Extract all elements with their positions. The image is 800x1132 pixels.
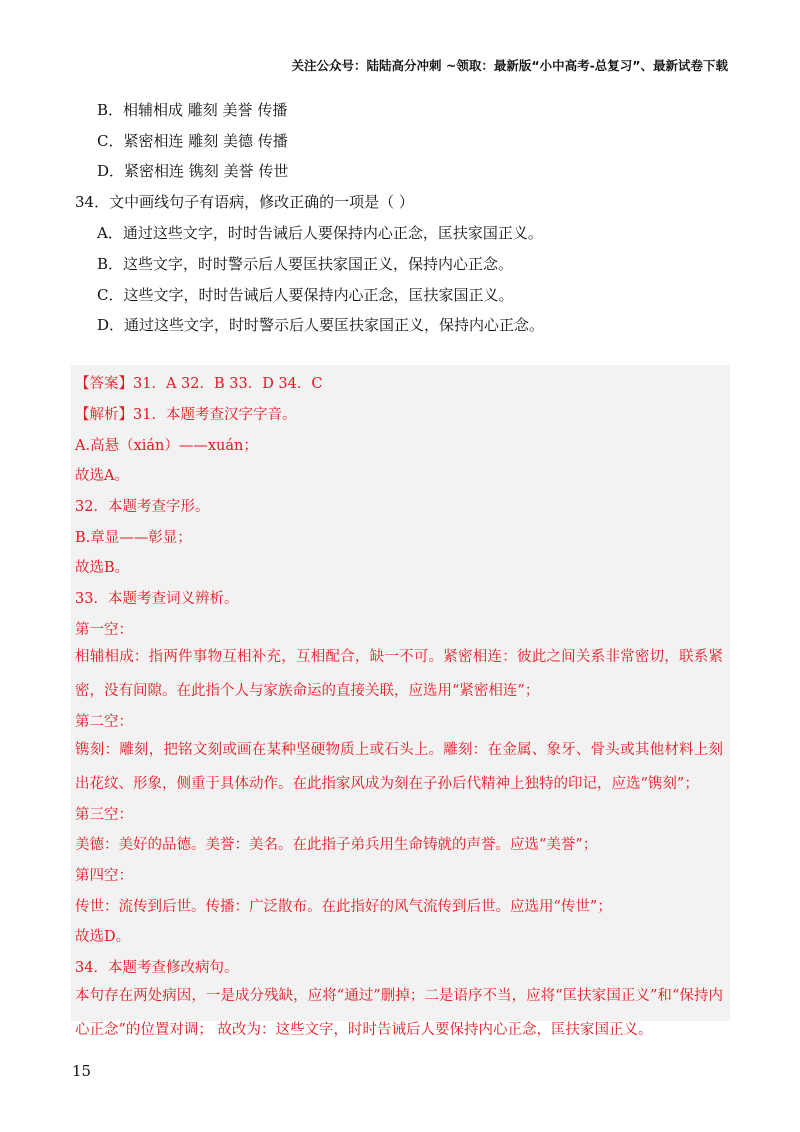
analysis-33-blank1-label: 第一空： <box>75 622 133 638</box>
q34-stem: 34．文中画线句子有语病，修改正确的一项是（ ） <box>75 193 414 211</box>
analysis-31-detail: A.高悬（xián）——xuán； <box>75 438 258 454</box>
answer-line: 【答案】31．A 32．B 33．D 34．C <box>75 376 323 392</box>
analysis-32-detail: B.章显——彰显； <box>75 530 192 546</box>
analysis-32-choice: 故选B。 <box>75 560 130 576</box>
analysis-33-blank3-label: 第三空： <box>75 807 133 823</box>
analysis-32-title: 32．本题考查字形。 <box>75 499 210 515</box>
q34-option-c: C．这些文字，时时告诫后人要保持内心正念，匡扶家国正义。 <box>97 286 514 304</box>
page-header: 关注公众号：陆陆高分冲刺 ~领取：最新版“小中高考-总复习”、最新试卷下载 <box>291 58 728 73</box>
q34-option-b: B．这些文字，时时警示后人要匡扶家国正义，保持内心正念。 <box>97 255 514 273</box>
analysis-33-blank3-text: 美德：美好的品德。美誉：美名。在此指子弟兵用生命铸就的声誉。应选“美誉”； <box>75 837 598 853</box>
analysis-33-blank2-label: 第二空： <box>75 714 133 730</box>
q33-option-c: C．紧密相连 雕刻 美德 传播 <box>97 132 288 150</box>
analysis-34-text: 本句存在两处病因，一是成分残缺，应将“通过”删掉；二是语序不当，应将“匡扶家国正义”和“保持内心正念”的位置对调； 故改为：这些文字，时时告诫后人要保持内心正念，匡扶家国正义。 <box>75 988 723 1038</box>
analysis-33-choice: 故选D。 <box>75 929 131 945</box>
analysis-34-title: 34．本题考查修改病句。 <box>75 960 239 976</box>
analysis-33-blank1-text: 相辅相成：指两件事物互相补充，互相配合，缺一不可。紧密相连：彼此之间关系非常密切，联系紧密，没有间隙。在此指个人与家族命运的直接关联，应选用“紧密相连”； <box>75 649 723 699</box>
q33-option-d: D．紧密相连 镌刻 美誉 传世 <box>97 162 289 180</box>
page-number: 15 <box>72 1062 92 1080</box>
analysis-31-title: 【解析】31．本题考查汉字字音。 <box>75 407 297 423</box>
analysis-33-title: 33．本题考查词义辨析。 <box>75 591 239 607</box>
analysis-33-blank2-text: 镌刻：雕刻，把铭文刻或画在某种坚硬物质上或石头上。雕刻：在金属、象牙、骨头或其他材料上刻出花纹、形象，侧重于具体动作。在此指家风成为刻在子孙后代精神上独特的印记，应选“镌刻”； <box>75 742 723 792</box>
q34-option-d: D．通过这些文字，时时警示后人要匡扶家国正义，保持内心正念。 <box>97 316 545 334</box>
analysis-31-choice: 故选A。 <box>75 468 129 484</box>
q33-option-b: B．相辅相成 雕刻 美誉 传播 <box>97 101 288 119</box>
q34-option-a: A．通过这些文字，时时告诫后人要保持内心正念，匡扶家国正义。 <box>97 224 543 242</box>
analysis-33-blank4-label: 第四空： <box>75 868 133 884</box>
analysis-33-blank4-text: 传世：流传到后世。传播：广泛散布。在此指好的风气流传到后世。应选用“传世”； <box>75 899 612 915</box>
